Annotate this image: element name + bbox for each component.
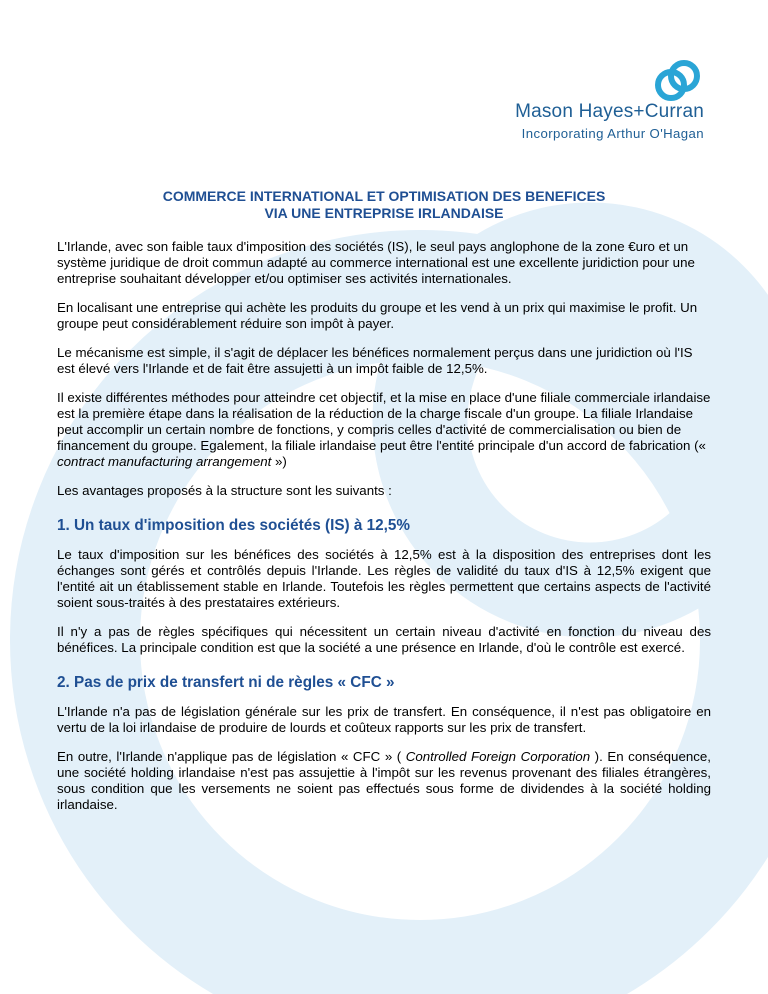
- intro-paragraph-2: En localisant une entreprise qui achète les produits du groupe et les vend à un prix qui maximise le profit. Un groupe peut considérablement réduire son impôt à payer.: [57, 300, 698, 331]
- section-2-paragraph-2-end: ). En conséquence, une société holding irlandaise n'est pas assujettie à l'impôt sur les revenus provenant des filiales étrangères, sous condition que les versements ne soient pas effectués sous forme de dividendes à la société holding irlandaise.: [57, 749, 711, 812]
- company-logo: [464, 58, 704, 148]
- logo-name: Mason Hayes+Curran: [515, 101, 704, 122]
- section-2-paragraph-2: [57, 749, 711, 813]
- section-1-paragraph-2: Il n'y a pas de règles spécifiques qui nécessitent un certain niveau d'activité en fonction du niveau des bénéfices. La principale condition est que la société a une présence en Irlande, d'où le contrôle est exercé.: [57, 624, 711, 655]
- title-line-2: VIA UNE ENTREPRISE IRLANDAISE: [264, 205, 504, 221]
- intro-paragraph-4: [57, 390, 711, 470]
- logo-mark-icon: [652, 58, 704, 106]
- intro-paragraph-4-end: »): [271, 454, 287, 469]
- document-title: [57, 188, 711, 222]
- title-line-1: COMMERCE INTERNATIONAL ET OPTIMISATION DES BENEFICES: [162, 188, 606, 204]
- section-2-paragraph-2-start: En outre, l'Irlande n'applique pas de législation « CFC » (: [57, 749, 406, 764]
- section-1-heading: 1. Un taux d'imposition des sociétés (IS) à 12,5%: [57, 517, 411, 534]
- intro-paragraph-3: Le mécanisme est simple, il s'agit de déplacer les bénéfices normalement perçus dans une juridiction où l'IS est élevé vers l'Irlande et de fait être assujetti à un impôt faible de 12,5%.: [57, 345, 693, 376]
- section-2-paragraph-2-italic: Controlled Foreign Corporation: [405, 749, 591, 764]
- logo-tagline: Incorporating Arthur O'Hagan: [521, 126, 704, 141]
- intro-paragraph-5: Les avantages proposés à la structure sont les suivants :: [57, 483, 392, 498]
- intro-paragraph-4-italic: contract manufacturing arrangement: [57, 454, 272, 469]
- document-body: [57, 188, 711, 826]
- section-2-paragraph-1: L'Irlande n'a pas de législation générale sur les prix de transfert. En conséquence, il n'est pas obligatoire en vertu de la loi irlandaise de produire de lourds et coûteux rapports sur les prix de transfert.: [57, 704, 711, 735]
- section-1-paragraph-1: Le taux d'imposition sur les bénéfices des sociétés à 12,5% est à la disposition des entreprises dont les échanges sont gérés et contrôlés depuis l'Irlande. Les règles de validité du taux d'IS à 12,5% exigent que l'entité ait un établissement stable en Irlande. Toutefois les règles permettent que certains aspects de l'activité soient sous-traités à des prestataires extérieurs.: [57, 547, 711, 610]
- intro-paragraph-4-start: Il existe différentes méthodes pour atteindre cet objectif, et la mise en place d'une filiale commerciale irlandaise est la première étape dans la réalisation de la réduction de la charge fiscale d'un groupe. La filiale Irlandaise peut accomplir un certain nombre de fonctions, y compris celles d'activité de commercialisation ou bien de financement du groupe. Egalement, la filiale irlandaise peut être l'entité principale d'un accord de fabrication («: [57, 390, 711, 453]
- section-2-heading: 2. Pas de prix de transfert ni de règles « CFC »: [57, 674, 395, 691]
- intro-paragraph-1: L'Irlande, avec son faible taux d'imposition des sociétés (IS), le seul pays anglophone de la zone €uro et un système juridique de droit commun adapté au commerce international est une excellente juridiction pour une entreprise souhaitant développer et/ou optimiser ses activités internationales.: [57, 239, 695, 286]
